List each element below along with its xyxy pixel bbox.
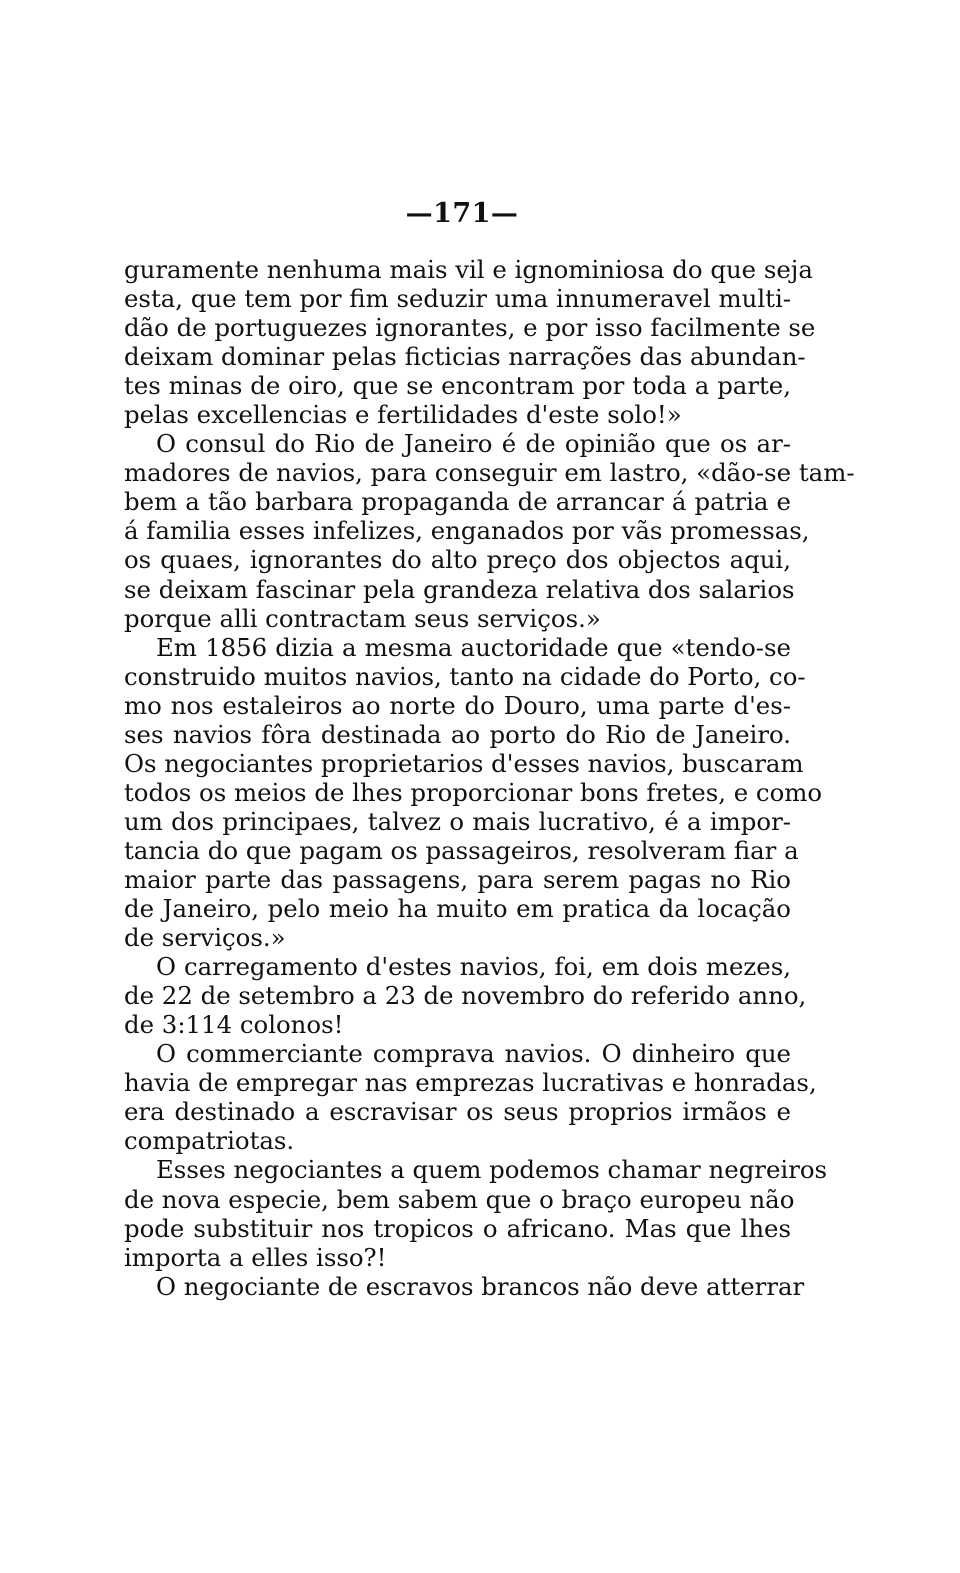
text-line: O commerciante comprava navios. O dinheiro que — [156, 1039, 791, 1069]
text-line: esta, que tem por fim seduzir uma innumeravel multi- — [124, 284, 791, 314]
text-line: tes minas de oiro, que se encontram por toda a parte, — [124, 371, 791, 401]
text-line: O carregamento d'estes navios, foi, em dois mezes, — [156, 952, 791, 982]
text-line: os quaes, ignorantes do alto preço dos objectos aqui, — [124, 545, 791, 575]
text-line: tancia do que pagam os passageiros, resolveram fiar a — [124, 835, 799, 865]
text-line: de serviços.» — [124, 923, 286, 953]
text-line: maior parte das passagens, para serem pagas no Rio — [124, 864, 791, 894]
text-line: O negociante de escravos brancos não deve atterrar — [156, 1271, 805, 1301]
text-line: porque alli contractam seus serviços.» — [124, 603, 601, 633]
text-line: importa a elles isso?! — [124, 1242, 387, 1272]
text-line: todos os meios de lhes proporcionar bons fretes, e como — [124, 777, 823, 807]
text-line: se deixam fascinar pela grandeza relativa dos salarios — [124, 574, 795, 604]
text-line: ses navios fôra destinada ao porto do Rio de Janeiro. — [124, 719, 791, 749]
text-line: Os negociantes proprietarios d'esses navios, buscaram — [124, 748, 804, 778]
text-line: Esses negociantes a quem podemos chamar negreiros — [156, 1155, 828, 1185]
text-line: bem a tão barbara propaganda de arrancar á patria e — [124, 487, 791, 517]
text-line: de 22 de setembro a 23 de novembro do referido anno, — [124, 981, 807, 1011]
text-line: pode substituir nos tropicos o africano. Mas que lhes — [124, 1213, 791, 1243]
text-line: deixam dominar pelas ficticias narrações das abundan- — [124, 342, 806, 372]
text-line: dão de portuguezes ignorantes, e por isso facilmente se — [124, 313, 816, 343]
text-line: á familia esses infelizes, enganados por vãs promessas, — [124, 516, 810, 546]
text-line: Em 1856 dizia a mesma auctoridade que «tendo-se — [156, 632, 791, 662]
text-line: de 3:114 colonos! — [124, 1010, 344, 1040]
text-line: de nova especie, bem sabem que o braço europeu não — [124, 1184, 795, 1214]
text-line: compatriotas. — [124, 1126, 295, 1156]
text-line: construido muitos navios, tanto na cidade do Porto, co- — [124, 661, 806, 691]
text-line: havia de empregar nas emprezas lucrativas e honradas, — [124, 1068, 817, 1098]
page-number: —171— — [405, 198, 519, 229]
text-line: madores de navios, para conseguir em lastro, «dão-se tam- — [124, 458, 855, 488]
text-line: O consul do Rio de Janeiro é de opinião que os ar- — [156, 429, 791, 459]
text-line: guramente nenhuma mais vil e ignominiosa do que seja — [124, 255, 813, 284]
text-line: de Janeiro, pelo meio ha muito em pratica da locação — [124, 894, 791, 924]
body-text — [124, 255, 855, 1301]
text-line: um dos principaes, talvez o mais lucrativo, é a impor- — [124, 806, 791, 836]
text-line: mo nos estaleiros ao norte do Douro, uma parte d'es- — [124, 690, 791, 720]
text-line: era destinado a escravisar os seus proprios irmãos e — [124, 1097, 791, 1127]
text-line: pelas excellencias e fertilidades d'este solo!» — [124, 400, 682, 430]
